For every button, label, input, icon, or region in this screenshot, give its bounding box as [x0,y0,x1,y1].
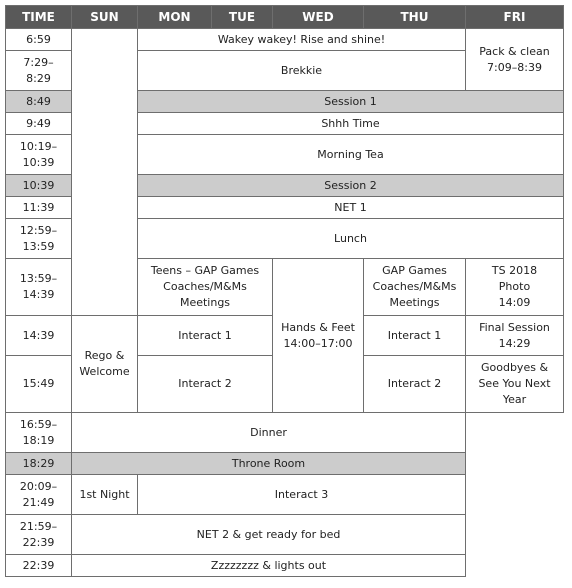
header-fri: FRI [466,6,564,29]
time-cell: 8:49 [6,91,72,113]
empty-cell [466,453,564,475]
event-cell: NET 2 & get ready for bed [72,515,466,555]
header-sun: SUN [72,6,138,29]
fri-event-cell: Goodbyes & See You Next Year [466,356,564,413]
time-cell: 20:09– 21:49 [6,475,72,515]
time-cell: 10:39 [6,175,72,197]
sun-event-cell: Rego & Welcome [72,316,138,413]
header-thu: THU [364,6,466,29]
mon-tue-event-cell: Teens – GAP Games Coaches/M&Ms Meetings [138,259,273,316]
time-cell: 21:59– 22:39 [6,515,72,555]
mon-tue-event-cell: Interact 1 [138,316,273,356]
event-cell: Zzzzzzzz & lights out [72,555,466,577]
event-cell: Dinner [72,413,466,453]
time-cell: 14:39 [6,316,72,356]
header-wed: WED [273,6,364,29]
time-cell: 11:39 [6,197,72,219]
thu-event-cell: Interact 2 [364,356,466,413]
table-row [6,475,564,515]
event-cell: Shhh Time [138,113,564,135]
time-cell: 12:59– 13:59 [6,219,72,259]
time-cell: 6:59 [6,29,72,51]
event-cell: NET 1 [138,197,564,219]
empty-cell [466,475,564,515]
time-cell: 18:29 [6,453,72,475]
time-cell: 7:29– 8:29 [6,51,72,91]
table-row [6,555,564,577]
table-row [6,413,564,453]
event-cell: Interact 3 [138,475,466,515]
mon-tue-event-cell: Interact 2 [138,356,273,413]
event-cell: Morning Tea [138,135,564,175]
event-cell: Session 1 [138,91,564,113]
time-cell: 16:59– 18:19 [6,413,72,453]
thu-event-cell: GAP Games Coaches/M&Ms Meetings [364,259,466,316]
event-cell: Throne Room [72,453,466,475]
table-row [6,29,564,51]
time-cell: 9:49 [6,113,72,135]
header-row [6,6,564,29]
event-cell: Wakey wakey! Rise and shine! [138,29,466,51]
empty-cell [466,413,564,453]
event-cell: Session 2 [138,175,564,197]
sun-empty-cell [72,29,138,316]
timetable [5,5,564,577]
fri-event-cell: Pack & clean 7:09–8:39 [466,29,564,91]
time-cell: 10:19– 10:39 [6,135,72,175]
header-tue: TUE [212,6,273,29]
time-cell: 15:49 [6,356,72,413]
event-cell: Lunch [138,219,564,259]
header-time: TIME [6,6,72,29]
fri-event-cell: Final Session 14:29 [466,316,564,356]
time-cell: 22:39 [6,555,72,577]
empty-cell [466,515,564,555]
wed-event-cell: Hands & Feet 14:00–17:00 [273,259,364,413]
empty-cell [466,555,564,577]
table-row [6,453,564,475]
event-cell: Brekkie [138,51,466,91]
sun-event-cell: 1st Night [72,475,138,515]
table-row [6,515,564,555]
fri-event-cell: TS 2018 Photo 14:09 [466,259,564,316]
thu-event-cell: Interact 1 [364,316,466,356]
header-mon: MON [138,6,212,29]
time-cell: 13:59– 14:39 [6,259,72,316]
